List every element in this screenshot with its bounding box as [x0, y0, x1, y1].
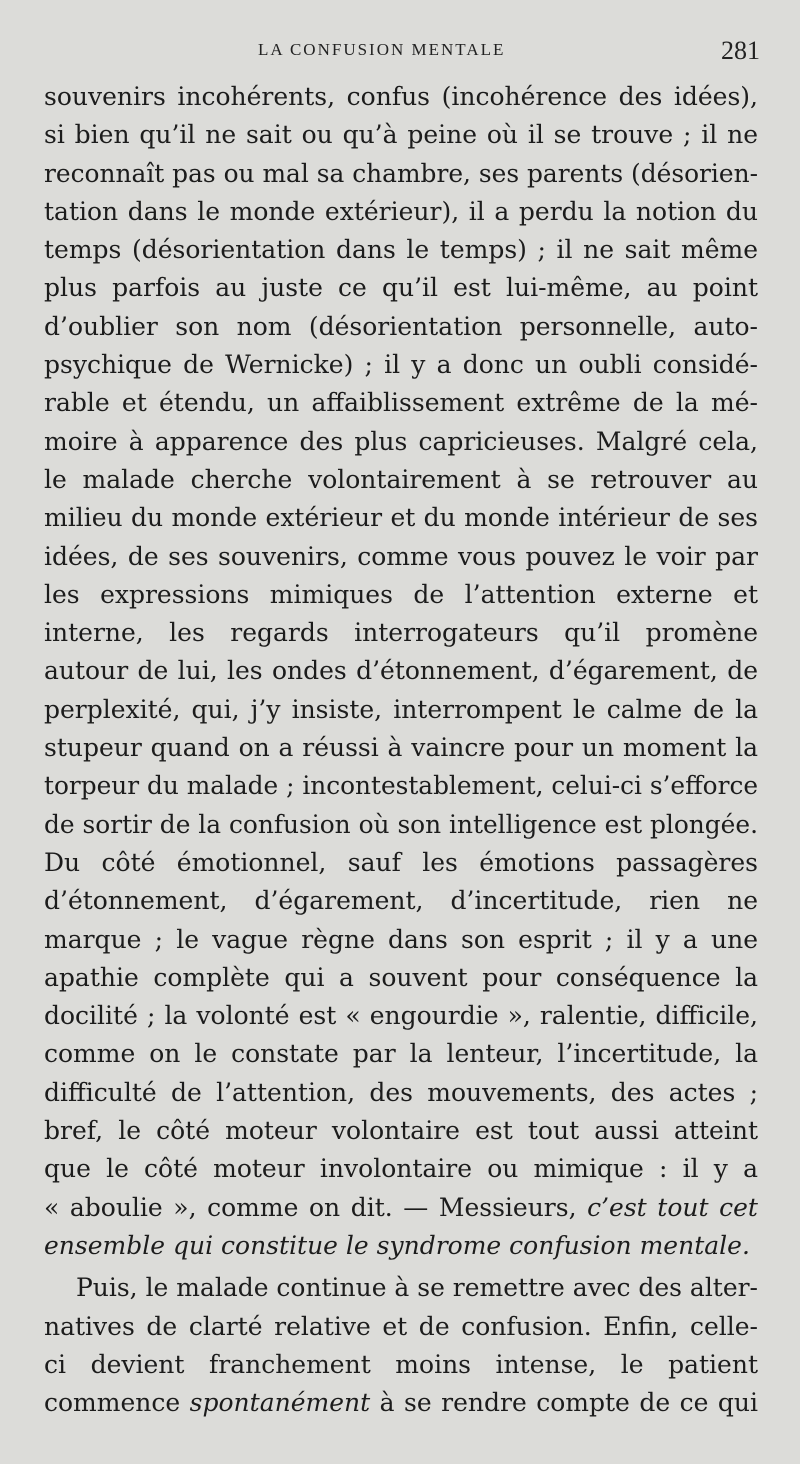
text-line [44, 729, 758, 767]
text-line [44, 1074, 758, 1112]
text-line [44, 346, 758, 384]
text-line [44, 423, 758, 461]
text-run: rable et étendu, un affaiblissement extrême de la mé- [44, 388, 758, 418]
text-line [44, 921, 758, 959]
text-run: interne, les regards interrogateurs qu’il promène [44, 618, 758, 648]
text-line [44, 499, 758, 537]
text-line [44, 1227, 758, 1265]
text-line [44, 767, 758, 805]
text-line [44, 461, 758, 499]
text-run: d’étonnement, d’égarement, d’incertitude, rien ne [44, 886, 758, 916]
text-run: temps (désorientation dans le temps) ; il ne sait même [44, 235, 758, 265]
text-line [44, 652, 758, 690]
text-line [44, 269, 758, 307]
text-line [44, 806, 758, 844]
text-run: plus parfois au juste ce qu’il est lui-même, au point [44, 273, 758, 303]
text-run: stupeur quand on a réussi à vaincre pour un moment la [44, 733, 758, 763]
text-line [44, 1189, 758, 1227]
text-run: idées, de ses souvenirs, comme vous pouvez le voir par [44, 541, 758, 571]
text-run: moire à apparence des plus capricieuses. Malgré cela, [44, 426, 758, 456]
paragraph-1 [44, 78, 758, 1265]
text-line [44, 1150, 758, 1188]
text-line [44, 1269, 758, 1307]
text-line [44, 1308, 758, 1346]
text-run: Puis, le malade continue à se remettre avec des alter- [76, 1273, 758, 1303]
text-run: bref, le côté moteur volontaire est tout aussi atteint [44, 1116, 758, 1146]
text-line [44, 959, 758, 997]
page-header [0, 36, 800, 76]
page-number: 281 [721, 36, 760, 65]
text-run: ci devient franchement moins intense, le patient [44, 1349, 758, 1379]
text-run: natives de clarté relative et de confusion. Enfin, celle- [44, 1311, 758, 1341]
text-run: si bien qu’il ne sait ou qu’à peine où il se trouve ; il ne [44, 120, 758, 150]
paragraph-2 [44, 1269, 758, 1422]
text-run: « aboulie », comme on dit. — Messieurs, [44, 1192, 588, 1222]
text-line [44, 155, 758, 193]
text-line [44, 997, 758, 1035]
text-run: comme on le constate par la lenteur, l’incertitude, la [44, 1039, 758, 1069]
text-run: que le côté moteur involontaire ou mimique : il y a [44, 1154, 758, 1184]
text-line [44, 1112, 758, 1150]
text-line [44, 1035, 758, 1073]
text-line [44, 308, 758, 346]
text-run: docilité ; la volonté est « engourdie », ralentie, difficile, [44, 1001, 758, 1031]
text-run: autour de lui, les ondes d’étonnement, d’égarement, de [44, 656, 758, 686]
text-line [44, 231, 758, 269]
text-line [44, 1384, 758, 1422]
body-text [44, 78, 758, 1422]
text-line [44, 538, 758, 576]
text-line [44, 193, 758, 231]
text-line [44, 614, 758, 652]
text-run: difficulté de l’attention, des mouvements, des actes ; [44, 1077, 758, 1107]
text-run: souvenirs incohérents, confus (incohérence des idées), [44, 82, 758, 111]
text-line [44, 691, 758, 729]
text-line [44, 844, 758, 882]
text-line [44, 384, 758, 422]
text-line [44, 576, 758, 614]
text-line [44, 1346, 758, 1384]
italic-text: spontanément [189, 1388, 371, 1418]
italic-text: ensemble qui constitue le syndrome confusion mentale. [44, 1230, 750, 1260]
text-run: torpeur du malade ; incontestablement, celui-ci s’efforce [44, 771, 758, 801]
text-run: commence [44, 1388, 190, 1418]
running-head: LA CONFUSION MENTALE [258, 40, 506, 59]
text-line [44, 882, 758, 920]
text-run: le malade cherche volontairement à se retrouver au [44, 464, 758, 494]
text-line [44, 116, 758, 154]
text-run: tation dans le monde extérieur), il a perdu la notion du [44, 196, 758, 226]
text-run: de sortir de la confusion où son intelligence est plongée. [44, 809, 758, 839]
text-line [44, 78, 758, 116]
text-run: les expressions mimiques de l’attention externe et [44, 579, 758, 609]
text-run: Du côté émotionnel, sauf les émotions passagères [44, 847, 758, 877]
text-run: milieu du monde extérieur et du monde intérieur de ses [44, 503, 758, 533]
text-run: à se rendre compte de ce qui [370, 1388, 758, 1418]
text-run: reconnaît pas ou mal sa chambre, ses parents (désorien- [44, 158, 758, 188]
text-run: apathie complète qui a souvent pour conséquence la [44, 962, 758, 992]
italic-text: c’est tout cet [587, 1192, 758, 1222]
text-run: d’oublier son nom (désorientation personnelle, auto- [44, 311, 758, 341]
text-run: psychique de Wernicke) ; il y a donc un oubli considé- [44, 350, 758, 380]
text-run: perplexité, qui, j’y insiste, interrompent le calme de la [44, 694, 758, 724]
text-run: marque ; le vague règne dans son esprit ; il y a une [44, 924, 758, 954]
